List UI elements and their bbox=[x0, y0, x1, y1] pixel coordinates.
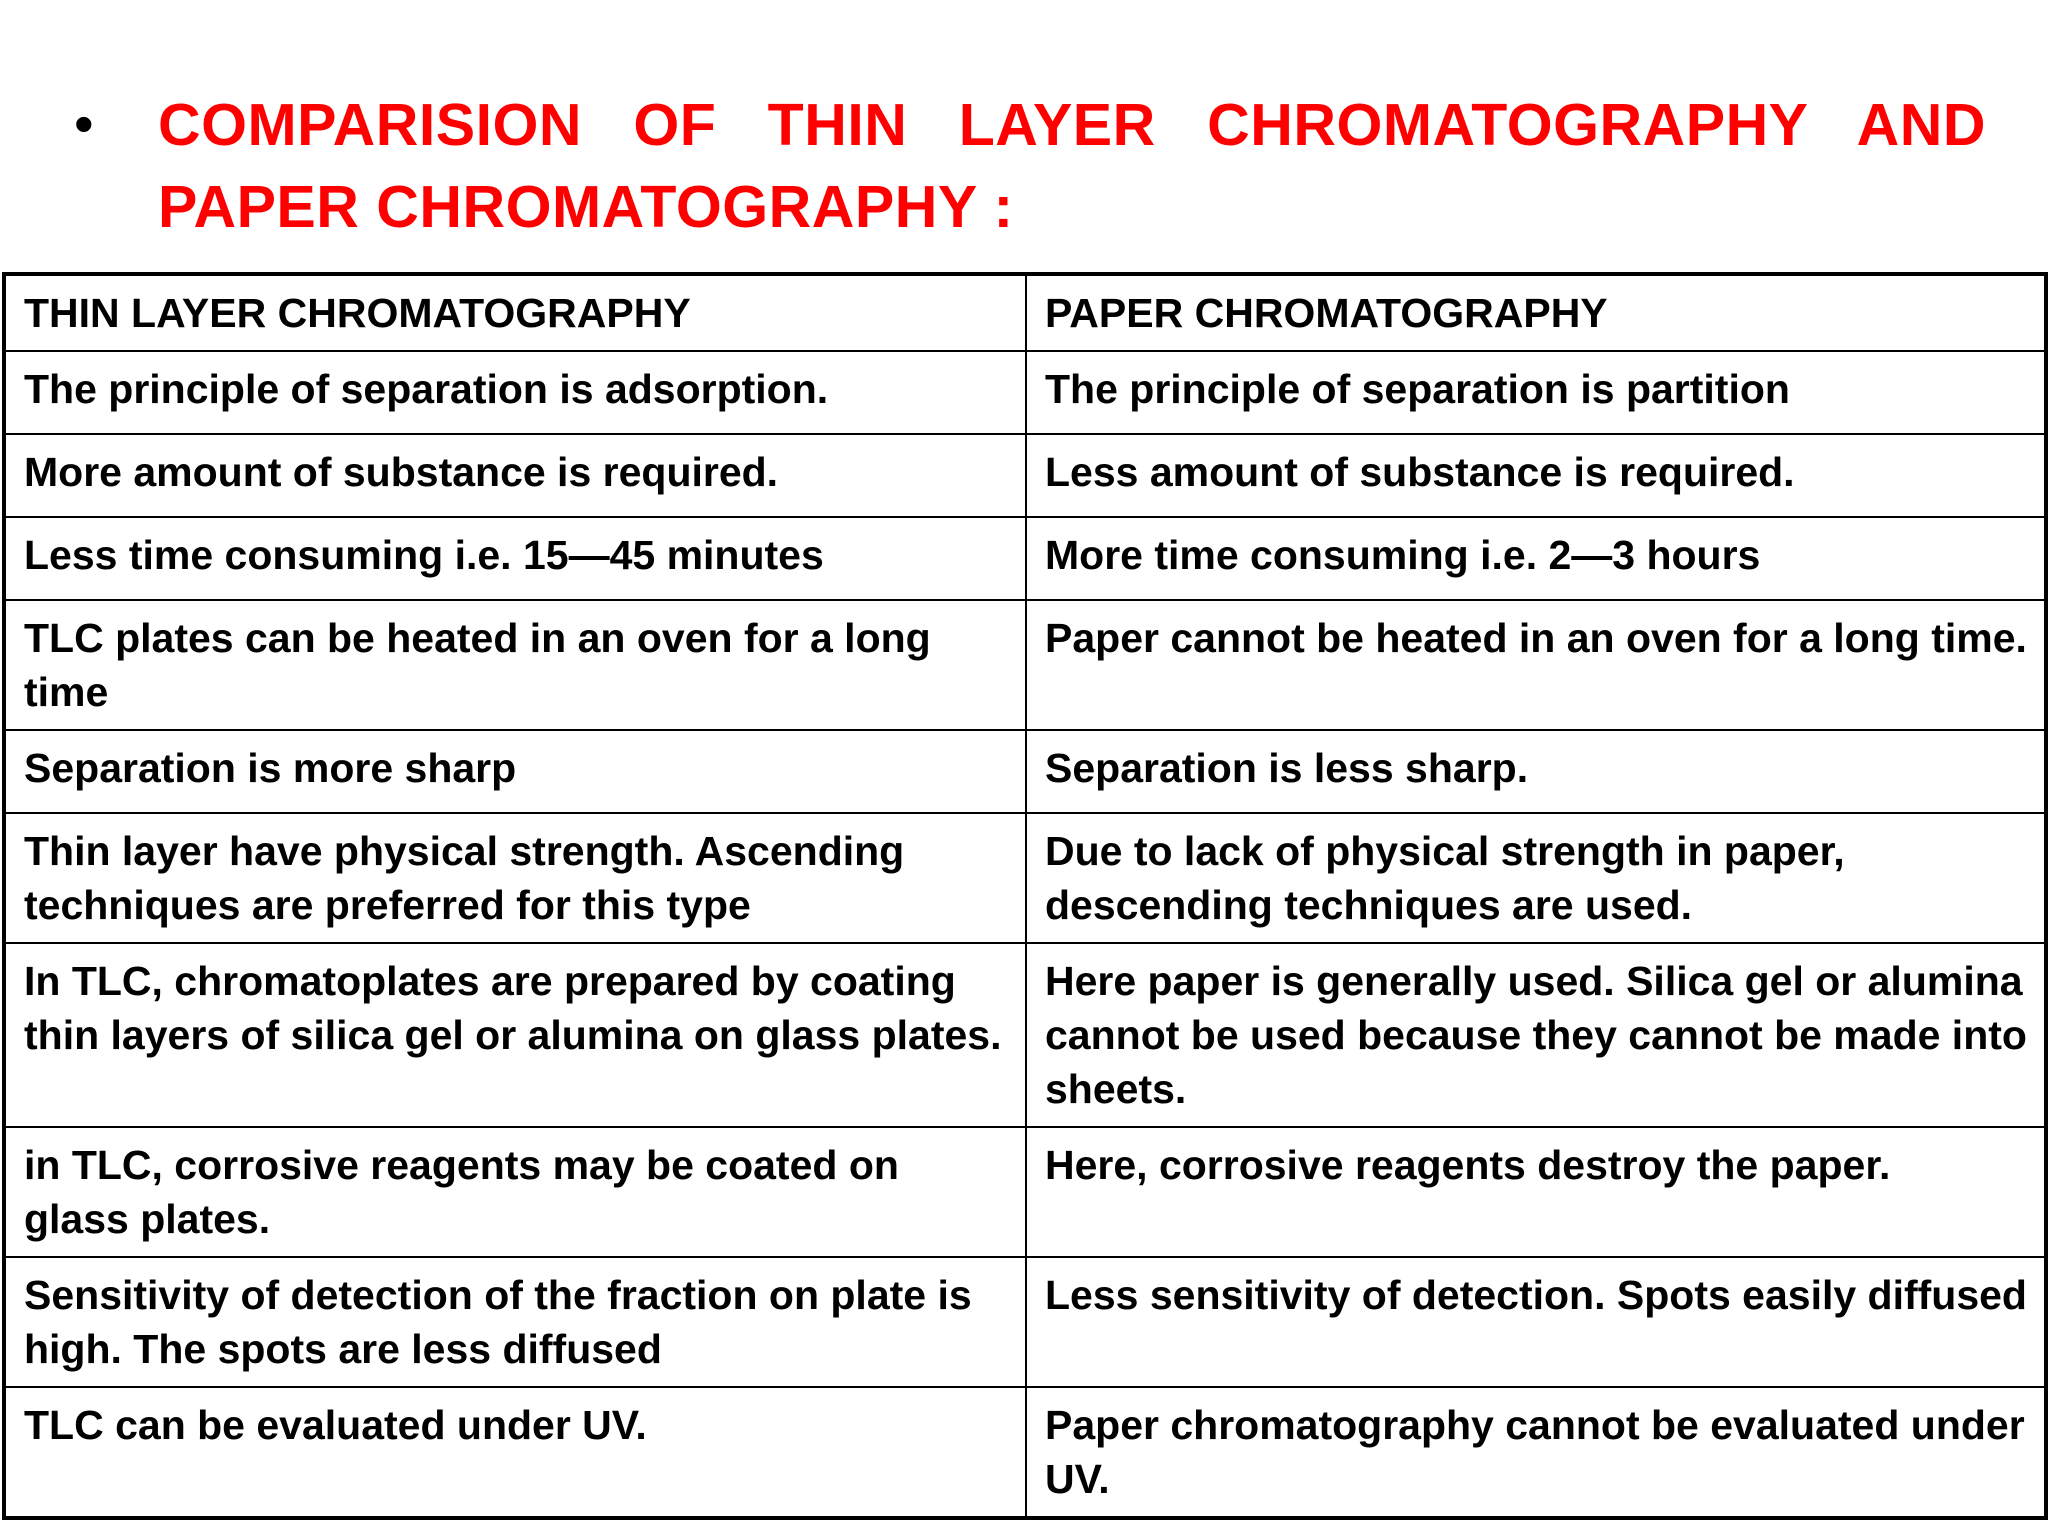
table-row bbox=[4, 813, 2046, 943]
cell-tlc: More amount of substance is required. bbox=[4, 434, 1026, 517]
table-row bbox=[4, 730, 2046, 813]
cell-tlc: in TLC, corrosive reagents may be coated on glass plates. bbox=[4, 1127, 1026, 1257]
header-tlc: THIN LAYER CHROMATOGRAPHY bbox=[4, 274, 1026, 351]
table-row bbox=[4, 600, 2046, 730]
table-row bbox=[4, 1127, 2046, 1257]
cell-paper: The principle of separation is partition bbox=[1026, 351, 2046, 434]
cell-paper: Less amount of substance is required. bbox=[1026, 434, 2046, 517]
header-paper: PAPER CHROMATOGRAPHY bbox=[1026, 274, 2046, 351]
table-row bbox=[4, 943, 2046, 1127]
table-header-row bbox=[4, 274, 2046, 351]
cell-tlc: Sensitivity of detection of the fraction on plate is high. The spots are less diffused bbox=[4, 1257, 1026, 1387]
cell-tlc: The principle of separation is adsorption. bbox=[4, 351, 1026, 434]
cell-tlc: Thin layer have physical strength. Ascending techniques are preferred for this type bbox=[4, 813, 1026, 943]
table-row bbox=[4, 1257, 2046, 1387]
cell-paper: Paper chromatography cannot be evaluated under UV. bbox=[1026, 1387, 2046, 1518]
cell-tlc: In TLC, chromatoplates are prepared by coating thin layers of silica gel or alumina on glass plates. bbox=[4, 943, 1026, 1127]
table-row bbox=[4, 1387, 2046, 1518]
bullet-icon: • bbox=[74, 92, 94, 155]
comparison-table bbox=[2, 272, 2048, 1520]
table-row bbox=[4, 351, 2046, 434]
cell-tlc: TLC can be evaluated under UV. bbox=[4, 1387, 1026, 1518]
slide-title bbox=[66, 84, 1986, 248]
cell-tlc: Separation is more sharp bbox=[4, 730, 1026, 813]
cell-paper: Here, corrosive reagents destroy the paper. bbox=[1026, 1127, 2046, 1257]
cell-tlc: Less time consuming i.e. 15—45 minutes bbox=[4, 517, 1026, 600]
cell-paper: Due to lack of physical strength in paper, descending techniques are used. bbox=[1026, 813, 2046, 943]
cell-tlc: TLC plates can be heated in an oven for a long time bbox=[4, 600, 1026, 730]
cell-paper: Less sensitivity of detection. Spots easily diffused bbox=[1026, 1257, 2046, 1387]
cell-paper: Separation is less sharp. bbox=[1026, 730, 2046, 813]
cell-paper: Here paper is generally used. Silica gel or alumina cannot be used because they cannot be made into sheets. bbox=[1026, 943, 2046, 1127]
cell-paper: More time consuming i.e. 2—3 hours bbox=[1026, 517, 2046, 600]
cell-paper: Paper cannot be heated in an oven for a long time. bbox=[1026, 600, 2046, 730]
table-row bbox=[4, 434, 2046, 517]
table-row bbox=[4, 517, 2046, 600]
title-text: COMPARISION OF THIN LAYER CHROMATOGRAPHY AND PAPER CHROMATOGRAPHY : bbox=[158, 92, 1986, 240]
